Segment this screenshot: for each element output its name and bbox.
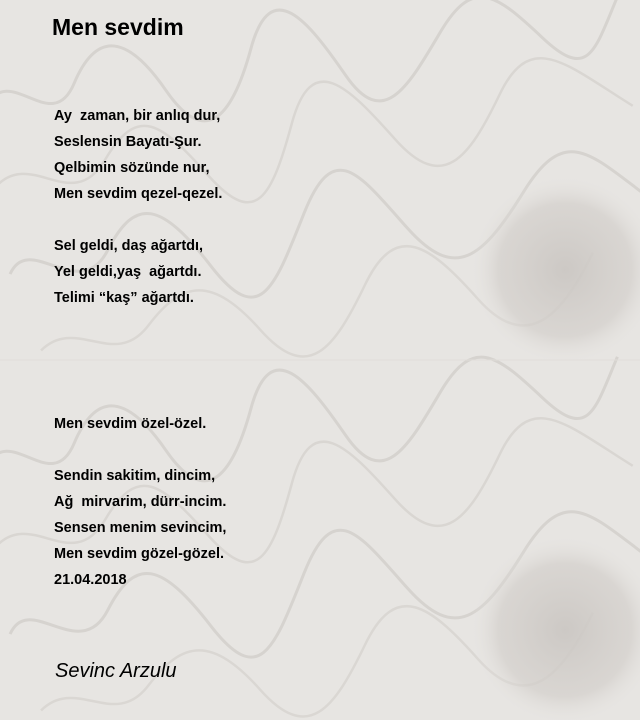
poem-line: Men sevdim özel-özel. [54, 416, 207, 432]
poem-line: Sensen menim sevincim, [54, 520, 227, 536]
stanza-1 [54, 103, 222, 207]
poem-line: Ağ mirvarim, dürr-incim. [54, 494, 227, 510]
stanza-2 [54, 233, 203, 311]
poem-line: Sel geldi, daş ağartdı, [54, 238, 204, 254]
poem-line: Ay zaman, bir anlıq dur, [54, 108, 221, 124]
poem-line: Telimi “kaş” ağartdı. [54, 290, 194, 306]
poem-line: Men sevdim qezel-qezel. [54, 186, 223, 202]
poem-line: Sendin sakitim, dincim, [54, 468, 216, 484]
poem-line: Yel geldi,yaş ağartdı. [54, 264, 202, 280]
stanza-4 [54, 463, 226, 593]
poem-line: Seslensin Bayatı-Şur. [54, 134, 202, 150]
poem-line: Qelbimin sözünde nur, [54, 160, 210, 176]
poem-author: Sevinc Arzulu [55, 660, 177, 682]
poem-title: Men sevdim [52, 14, 184, 40]
poem-date: 21.04.2018 [54, 572, 127, 588]
poem-line: Men sevdim gözel-gözel. [54, 546, 224, 562]
stanza-3 [54, 411, 206, 437]
